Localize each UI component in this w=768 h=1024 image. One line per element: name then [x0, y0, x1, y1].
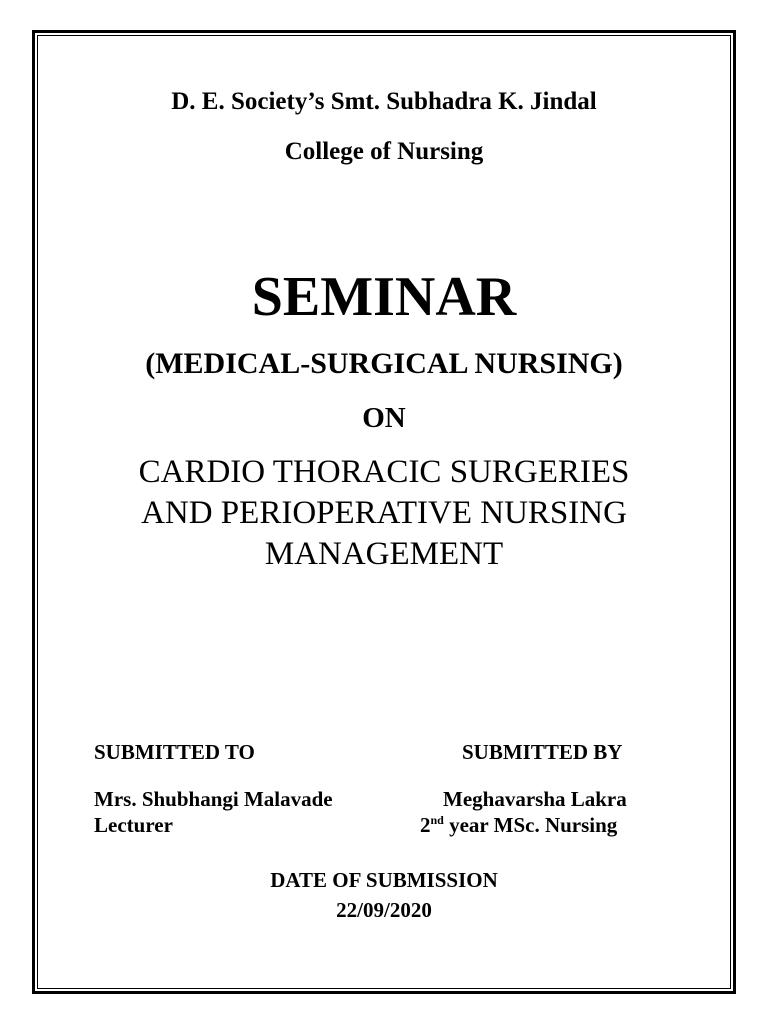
topic-line: MANAGEMENT: [264, 536, 504, 572]
student-year-number: 2: [420, 813, 431, 837]
seminar-title: SEMINAR: [251, 266, 517, 328]
student-year-course: year MSc. Nursing: [443, 813, 618, 837]
topic-line: AND PERIOPERATIVE NURSING: [141, 495, 627, 531]
student-year: [420, 813, 617, 838]
seminar-topic: [0, 452, 768, 575]
institution-name-line1: D. E. Society’s Smt. Subhadra K. Jindal: [171, 88, 597, 115]
date-of-submission-label: DATE OF SUBMISSION: [270, 868, 498, 892]
date-of-submission-value: 22/09/2020: [336, 898, 432, 922]
student-name: Meghavarsha Lakra: [443, 787, 627, 811]
submitted-to-heading: SUBMITTED TO: [94, 740, 255, 764]
institution-name-line2: College of Nursing: [284, 138, 484, 165]
seminar-subject: (MEDICAL-SURGICAL NURSING): [145, 347, 623, 380]
submitted-by-heading: SUBMITTED BY: [462, 740, 623, 764]
guide-name: Mrs. Shubhangi Malavade: [94, 787, 333, 811]
topic-line: CARDIO THORACIC SURGERIES: [138, 454, 630, 490]
student-year-suffix: nd: [430, 813, 444, 827]
on-label: ON: [362, 402, 406, 434]
guide-designation: Lecturer: [94, 813, 173, 837]
